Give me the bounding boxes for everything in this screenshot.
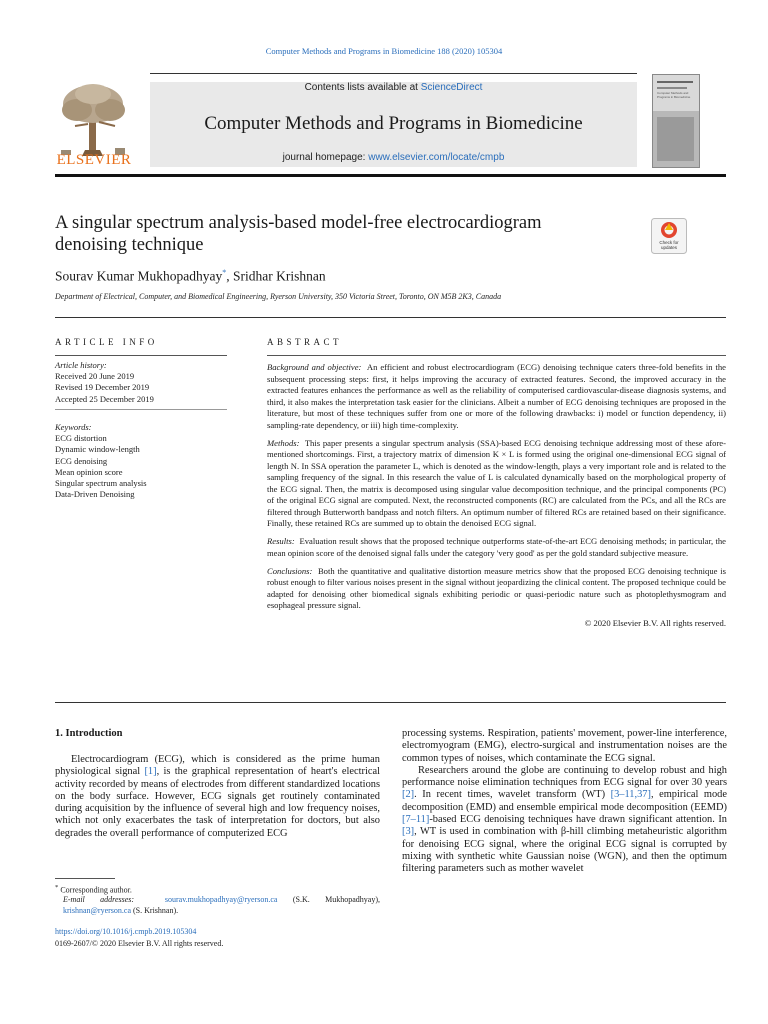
body-right-column (402, 728, 727, 876)
corresponding-author-mark[interactable]: * (222, 268, 227, 277)
footnote-emails (55, 894, 380, 917)
conclusions-label: Conclusions: (267, 565, 313, 576)
abstract-bottom-rule (55, 702, 726, 703)
doi-block (55, 926, 223, 949)
title-bottom-rule (55, 317, 726, 318)
keywords-block (55, 422, 227, 500)
background-text: An efficient and robust electrocardiogram (ECG) denoising technique caters three-fold benefits in the subsequent processing steps: first, it helps improving the accuracy of extracted features. Second, the improved accuracy in the extracted features enhances the performance as well as the reliability of computerised cardiovascular-disease diagnosis systems, and third, it also makes the interpretation task easier for the clinicians. Albeit a number of ECG denoising techniques are proposed in the literature, but most of these techniques suffer from one or more of the following drawbacks: i) model or function dependency, ii) sampling-rate dependency, or iii) high time-complexity. (267, 362, 726, 430)
keyword-item: ECG denoising (55, 455, 108, 466)
citation-link[interactable]: [3–11,37] (610, 789, 651, 801)
text-run: -based ECG denoising techniques have drawn significant attention. In (429, 814, 727, 826)
abstract-background (267, 362, 726, 431)
intro-paragraph-1 (55, 754, 380, 840)
email-link-2[interactable]: krishnan@ryerson.ca (63, 906, 132, 916)
corresponding-label: Corresponding author. (60, 885, 132, 895)
text-run: , WT is used in combination with β-hill climbing metaheuristic algorithm for denoising ECG signal, where the original ECG signal is corrupted by mixing with synthetic white Gaussian noise (WGN), and then the optimum filtering parameters such as mother wavelet (402, 826, 727, 875)
cover-title: Computer Methods and Programs in Biomedicine (657, 91, 691, 99)
text-run: Electrocardiogram (ECG), which is considered as the prime human physiological signal (55, 754, 380, 778)
abstract-rule (267, 355, 726, 356)
abstract-heading: ABSTRACT (267, 337, 343, 347)
received-date: Received 20 June 2019 (55, 371, 135, 382)
keywords-label: Keywords: (55, 422, 92, 432)
homepage-link[interactable]: www.elsevier.com/locate/cmpb (368, 152, 505, 163)
badge-label-line2: updates (660, 245, 677, 250)
results-text: Evaluation result shows that the proposed technique outperforms state-of-the-art ECG denoising methods; in particular, the mean opinion score of the denoised signal falls under the category 'very good' as per the gold standard subjective measure. (267, 536, 726, 558)
issn-line: 0169-2607/© 2020 Elsevier B.V. All rights reserved. (55, 938, 224, 948)
history-label: Article history: (55, 360, 107, 370)
background-label: Background and objective: (267, 362, 362, 372)
email-label: E-mail addresses: (63, 895, 135, 904)
keyword-item: ECG distortion (55, 433, 107, 444)
intro-paragraph-2 (402, 765, 727, 876)
article-title: A singular spectrum analysis-based model-free electrocardiogram denoising technique (55, 213, 542, 255)
revised-date: Revised 19 December 2019 (55, 382, 150, 393)
text-run: , empirical mode decomposition (EMD) and ensemble empirical mode decomposition (EEMD) (402, 789, 727, 813)
article-info-divider (55, 409, 227, 410)
contents-prefix: Contents lists available at (304, 82, 421, 93)
cover-title-strip (657, 81, 693, 83)
text-run: , is the graphical representation of heart's electrical activity recorded by means of electrodes from different standardized locations on the body surface. However, ECG signals get routinely contaminated during acquisition by the influence of several high and low frequency noises, which not only exacerbates the task of interpretation for doctors, but also degrades the overall performance of computerized ECG (55, 766, 380, 839)
methods-label: Methods: (267, 437, 300, 448)
footnote-mark: * (55, 884, 59, 891)
methods-text: This paper presents a singular spectrum analysis (SSA)-based ECG denoising technique addressing most of these afore-mentioned shortcomings. First, a trajectory matrix of dimension K × L is formed using the original one-dimensional ECG signal of length N. In SSA operation the parameter L, which is denoted as the window-length, plays a very important role and is related to the sampling frequency of the signal. In this research the value of L is calculated dynamically based on the morphological property of the ECG signal. Then, the matrix is decomposed using singular value decomposition technique, and the principal components (PC) of the original ECG signal are computed. Next, the reconstructed components (RC) are calculated from the PCs, and all the RCs are filtered through Butterworth bandpass and notch filters. An optimum number of filtered RCs are retained based on their significance. Finally, these retained RCs are summed up to obtain the denoised ECG signal. (267, 437, 726, 529)
email-link-1[interactable]: sourav.mukhopadhyay@ryerson.ca (164, 895, 278, 904)
author-list (55, 268, 326, 285)
elsevier-wordmark: ELSEVIER (56, 152, 132, 168)
homepage-prefix: journal homepage: (282, 152, 369, 163)
journal-cover-thumbnail[interactable] (652, 74, 700, 168)
results-label: Results: (267, 536, 295, 547)
citation-link[interactable]: [1] (144, 766, 157, 778)
homepage-line (150, 152, 637, 163)
abstract-methods (267, 438, 726, 530)
author-separator: , (226, 268, 233, 284)
email-name-1: (S.K. Mukhopadhyay), (277, 895, 381, 904)
accepted-date: Accepted 25 December 2019 (55, 393, 154, 404)
journal-citation[interactable]: Computer Methods and Programs in Biomedicine 188 (2020) 105304 (265, 46, 503, 56)
body-left-column (55, 754, 380, 840)
elsevier-logo[interactable] (55, 80, 133, 168)
header-top-rule (150, 73, 637, 74)
check-for-updates-badge[interactable] (651, 218, 687, 254)
cover-image (657, 117, 694, 161)
citation-link[interactable]: [7–11] (402, 814, 430, 826)
abstract-body (267, 362, 726, 630)
conclusions-text: Both the quantitative and qualitative distortion measure metrics show that the proposed ECG denoising technique is robust enough to filter various noises present in the signal without jeopardizing the clinical content. The proposed technique could be adapted for denoising other biomedical signals exhibiting periodic or quasi-periodic nature such as photoplethysmogram and esophageal pressure signal. (267, 565, 726, 611)
citation-link[interactable]: [3] (402, 826, 415, 838)
citation-link[interactable]: [2] (402, 789, 415, 801)
abstract-results (267, 536, 726, 559)
section-heading-introduction: 1. Introduction (55, 728, 123, 739)
sciencedirect-link[interactable]: ScienceDirect (420, 82, 483, 93)
contents-line (150, 82, 637, 93)
keyword-item: Mean opinion score (55, 466, 123, 477)
copyright-notice: © 2020 Elsevier B.V. All rights reserved. (584, 618, 726, 629)
badge-label (651, 240, 687, 250)
keyword-item: Data-Driven Denoising (55, 489, 135, 500)
author-2[interactable]: Sridhar Krishnan (232, 268, 326, 284)
affiliation: Department of Electrical, Computer, and Biomedical Engineering, Ryerson University, 350 Victoria Street, Toronto, ON M5B 2K3, Canada (55, 292, 502, 301)
author-1[interactable]: Sourav Kumar Mukhopadhyay (55, 268, 223, 284)
badge-label-line1: Check for (659, 240, 679, 245)
article-info-rule (55, 355, 227, 356)
journal-title: Computer Methods and Programs in Biomedicine (204, 113, 583, 134)
doi-link[interactable]: https://doi.org/10.1016/j.cmpb.2019.105304 (55, 927, 197, 936)
keyword-item: Dynamic window-length (55, 444, 140, 455)
text-run: Researchers around the globe are continuing to develop robust and high performance noise elimination techniques from ECG signal for over 30 years (402, 764, 727, 789)
article-history (55, 360, 227, 405)
text-run: . In recent times, wavelet transform (WT) (414, 789, 611, 801)
article-info-heading: ARTICLE INFO (55, 337, 158, 347)
footnote-rule (55, 878, 115, 879)
cover-subtitle-strip (657, 87, 687, 89)
abstract-conclusions (267, 566, 726, 612)
header-bottom-rule (55, 174, 726, 177)
keyword-item: Singular spectrum analysis (55, 478, 147, 489)
intro-paragraph-1-cont: processing systems. Respiration, patients' movement, power-line interference, electromyogram (EMG), electro-surgical and instrumentation noises are the common types of noises, which contaminate the ECG signal. (402, 728, 727, 764)
journal-banner (150, 82, 637, 167)
email-name-2: (S. Krishnan). (131, 906, 179, 916)
